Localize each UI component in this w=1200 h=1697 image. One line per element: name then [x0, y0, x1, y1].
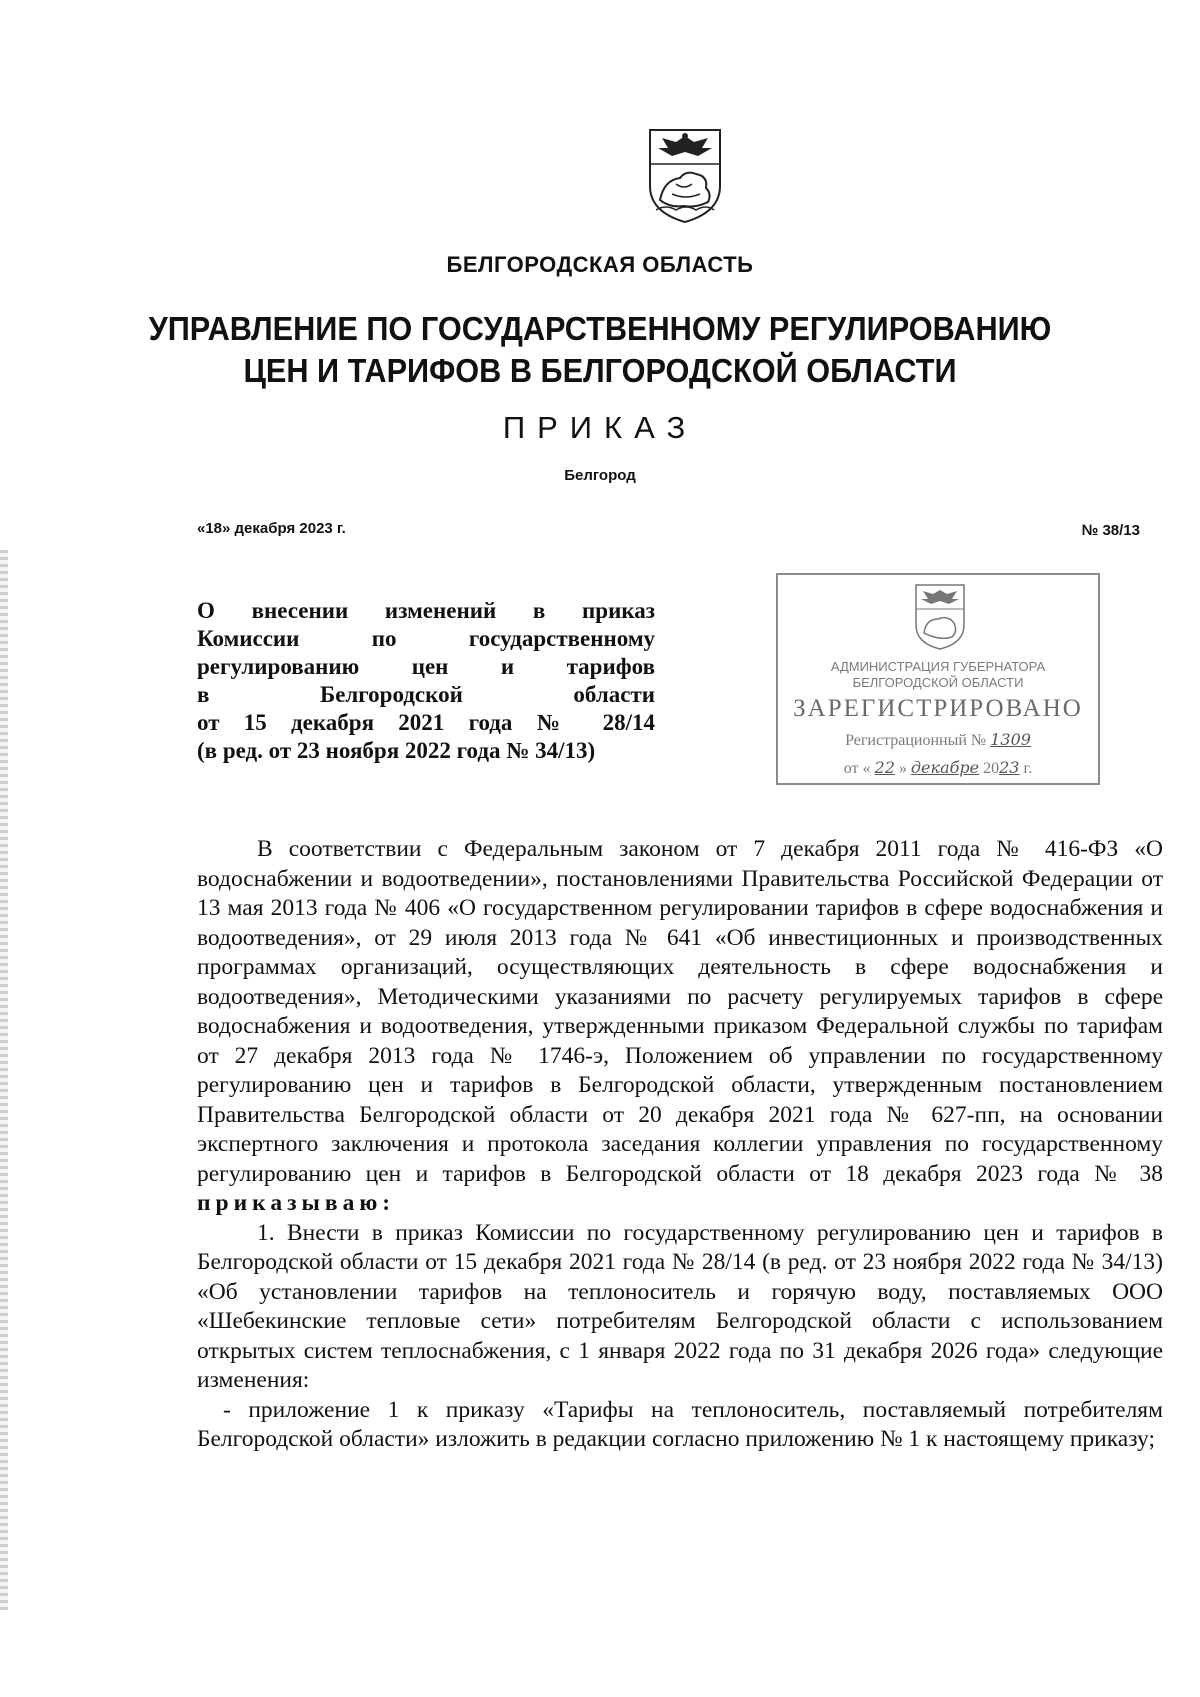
stamp-year-end: г.: [1023, 760, 1033, 777]
subject-line: регулированию цен и тарифов: [197, 654, 655, 679]
stamp-admin-line-1: АДМИНИСТРАЦИЯ ГУБЕРНАТОРА: [830, 659, 1046, 674]
stamp-date-mid: »: [898, 760, 907, 777]
city: Белгород: [564, 467, 636, 484]
document-date: «18» декабря 2023 г.: [197, 520, 346, 537]
document-number: № 38/13: [1081, 522, 1140, 539]
stamp-date-prefix: от «: [843, 760, 871, 777]
stamp-year-handwritten: 23: [999, 758, 1020, 777]
stamp-registered: ЗАРЕГИСТРИРОВАНО: [793, 695, 1083, 722]
subject-line: от 15 декабря 2021 года № 28/14: [197, 710, 655, 735]
subject-line: (в ред. от 23 ноября 2022 года № 34/13): [197, 738, 596, 763]
stamp-day-handwritten: 22: [874, 758, 895, 777]
subject-line: Комиссии по государственному: [197, 626, 655, 651]
stamp-reg-label: Регистрационный №: [845, 732, 987, 749]
region-name: БЕЛГОРОДСКАЯ ОБЛАСТЬ: [446, 252, 754, 277]
organization-name-line-1: УПРАВЛЕНИЕ ПО ГОСУДАРСТВЕННОМУ РЕГУЛИРОВАНИЮ: [148, 310, 1052, 347]
paragraph-preamble: [197, 835, 1163, 1219]
organization-name: [42, 308, 1158, 392]
stamp-date: [778, 758, 1098, 778]
document-type: ПРИКАЗ: [502, 410, 698, 445]
stamp-month-handwritten: декабре: [910, 758, 980, 777]
stamp-reg-number-handwritten: 1309: [990, 730, 1031, 749]
paragraph-item-1: 1. Внести в приказ Комиссии по государственному регулированию цен и тарифов в Белгородской области от 15 декабря 2021 года № 28/14 (в ред. от 23 ноября 2022 года № 34/13) «Об установлении тарифов на теплоноситель и горячую воду, поставляемых ООО «Шебекинские тепловые сети» потребителям Белгородской области с использованием открытых систем теплоснабжения, с 1 января 2022 года по 31 декабря 2026 года» следующие изменения:: [197, 1219, 1163, 1393]
order-word: приказываю:: [197, 1190, 396, 1216]
organization-name-line-2: ЦЕН И ТАРИФОВ В БЕЛГОРОДСКОЙ ОБЛАСТИ: [243, 352, 957, 389]
subject-line: О внесении изменений в приказ: [197, 598, 655, 623]
document-subject: [197, 597, 655, 765]
stamp-registration-number: [778, 730, 1098, 750]
coat-of-arms-icon: [646, 124, 724, 224]
stamp-emblem-icon: [912, 581, 968, 651]
document-body: [197, 835, 1163, 1455]
stamp-year-prefix: 20: [983, 760, 1000, 777]
registration-stamp: [776, 573, 1100, 785]
scan-edge-artifact: [0, 550, 8, 1610]
subject-line: в Белгородской области: [197, 682, 655, 707]
stamp-admin-line-2: БЕЛГОРОДСКОЙ ОБЛАСТИ: [852, 675, 1024, 690]
paragraph-list-item: - приложение 1 к приказу «Тарифы на теплоноситель, поставляемый потребителям Белгородской области» изложить в редакции согласно приложению № 1 к настоящему приказу;: [197, 1396, 1163, 1452]
preamble-text: В соответствии с Федеральным законом от 7 декабря 2011 года № 416-ФЗ «О водоснабжении и водоотведении», постановлениями Правительства Российской Федерации от 13 мая 2013 года № 406 «О государственном регулировании тарифов в сфере водоснабжения и водоотведения», от 29 июля 2013 года № 641 «Об инвестиционных и производственных программах организаций, осуществляющих деятельность в сфере водоснабжения и водоотведения», Методическими указаниями по расчету регулируемых тарифов в сфере водоснабжения и водоотведения, утвержденными приказом Федеральной службы по тарифам от 27 декабря 2013 года № 1746-э, Положением об управлении по государственному регулированию цен и тарифов в Белгородской области, утвержденным постановлением Правительства Белгородской области от 20 декабря 2021 года № 627-пп, на основании экспертного заключения и протокола заседания коллегии управления по государственному регулированию цен и тарифов в Белгородской области от 18 декабря 2023 года № 38: [197, 836, 1163, 1187]
stamp-administration: [778, 659, 1098, 691]
